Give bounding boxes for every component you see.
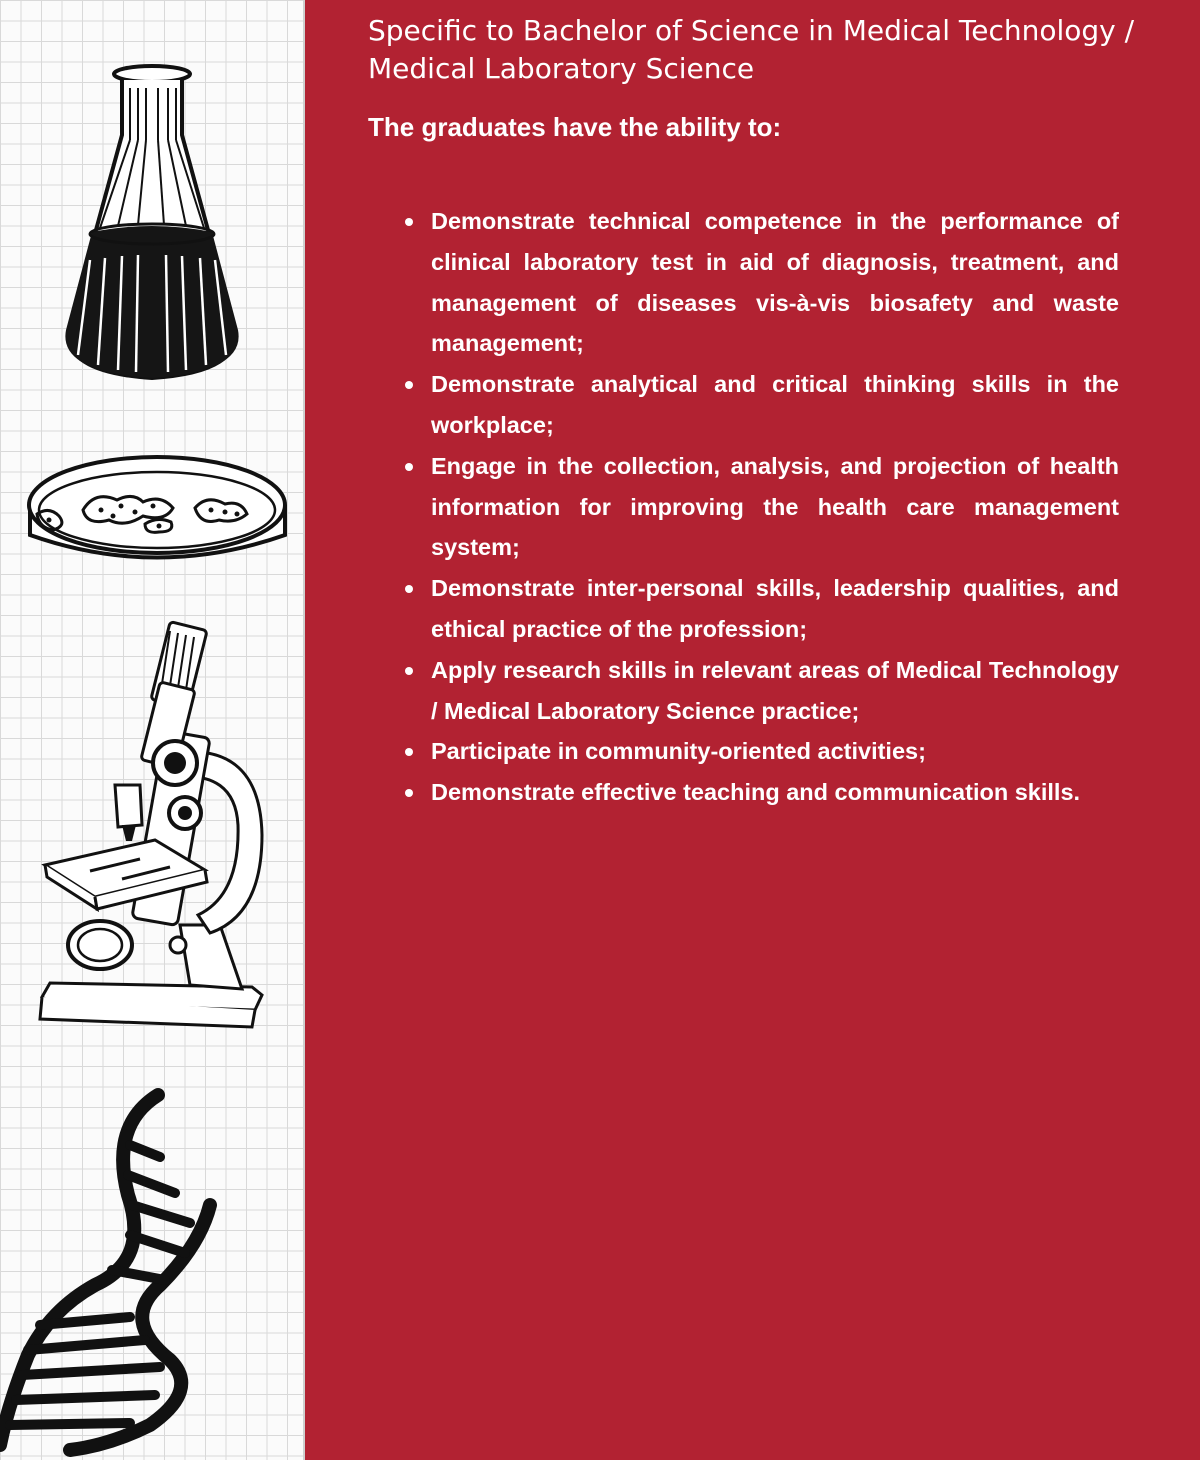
page-title: Specific to Bachelor of Science in Medical Technology / Medical Laboratory Science bbox=[368, 14, 1135, 85]
list-item: Demonstrate technical competence in the performance of clinical laboratory test in aid of diagnosis, treatment, and management of diseases vis-à-vis biosafety and waste management; bbox=[403, 201, 1119, 364]
list-item: Demonstrate effective teaching and communication skills. bbox=[403, 772, 1119, 813]
list-item: Engage in the collection, analysis, and projection of health information for improving the health care management system; bbox=[403, 446, 1119, 568]
dna-helix-icon bbox=[0, 1085, 260, 1460]
list-item: Apply research skills in relevant areas of Medical Technology / Medical Laboratory Science practice; bbox=[403, 650, 1119, 732]
list-item: Demonstrate inter-personal skills, leadership qualities, and ethical practice of the profession; bbox=[403, 568, 1119, 650]
petri-dish-icon bbox=[25, 450, 290, 575]
outcomes-list bbox=[403, 201, 1119, 813]
list-item: Participate in community-oriented activities; bbox=[403, 731, 1119, 772]
microscope-icon bbox=[30, 615, 275, 1045]
list-item: Demonstrate analytical and critical thinking skills in the workplace; bbox=[403, 364, 1119, 446]
intro-text: The graduates have the ability to: bbox=[368, 112, 782, 142]
erlenmeyer-flask-icon bbox=[30, 60, 275, 390]
graph-paper-sidebar bbox=[0, 0, 303, 1460]
